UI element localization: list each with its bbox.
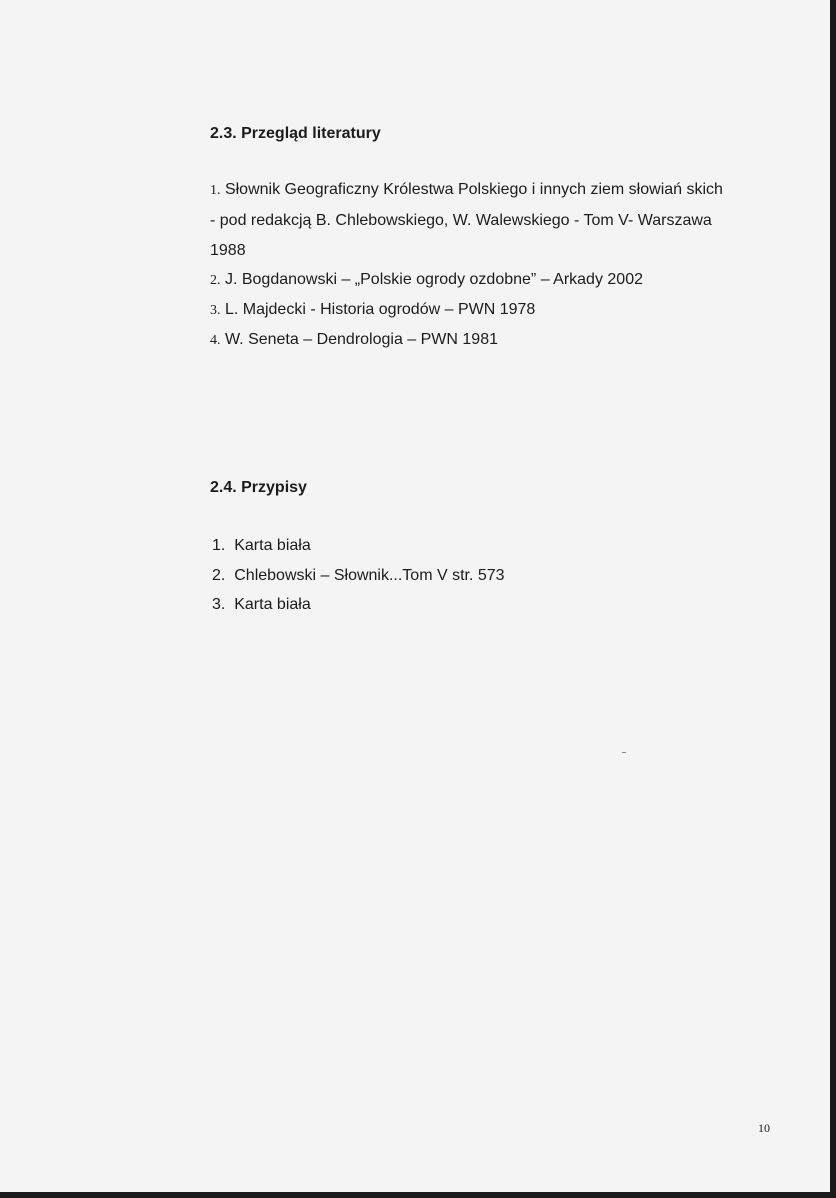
literature-item-4	[210, 331, 498, 349]
literature-item-text: Słownik Geograficzny Królestwa Polskiego i innych ziem słowiań skich	[224, 181, 723, 198]
footnote-item-3	[212, 596, 311, 614]
footnote-item-number: 2.	[212, 567, 226, 584]
section-heading-footnotes: 2.4. Przypisy	[210, 479, 307, 496]
scan-speck	[622, 752, 626, 753]
literature-item-number: 1.	[210, 183, 221, 198]
literature-item-text: L. Majdecki - Historia ogrodów – PWN 1978	[224, 301, 536, 318]
literature-item-1-line-1	[210, 181, 723, 199]
literature-item-3	[210, 301, 535, 319]
footnote-item-2	[212, 567, 505, 585]
literature-item-number: 2.	[210, 273, 221, 288]
footnote-item-text: Karta biała	[234, 596, 311, 613]
literature-item-number: 4.	[210, 333, 221, 348]
footnote-item-number: 3.	[212, 596, 226, 613]
page-number: 10	[758, 1121, 770, 1135]
footnote-item-text: Chlebowski – Słownik...Tom V str. 573	[234, 567, 505, 584]
footnote-item-text: Karta biała	[234, 537, 311, 554]
section-heading-literature: 2.3. Przegląd literatury	[210, 125, 381, 142]
footnote-item-number: 1.	[212, 537, 226, 554]
literature-item-number: 3.	[210, 303, 221, 318]
literature-item-1-line-2: - pod redakcją B. Chlebowskiego, W. Walewskiego - Tom V- Warszawa	[210, 212, 712, 229]
literature-item-2	[210, 271, 643, 289]
literature-item-1-line-3: 1988	[210, 242, 246, 259]
literature-item-text: W. Seneta – Dendrologia – PWN 1981	[224, 331, 498, 348]
footnote-item-1	[212, 537, 311, 555]
literature-item-text: J. Bogdanowski – „Polskie ogrody ozdobne” – Arkady 2002	[224, 271, 643, 288]
